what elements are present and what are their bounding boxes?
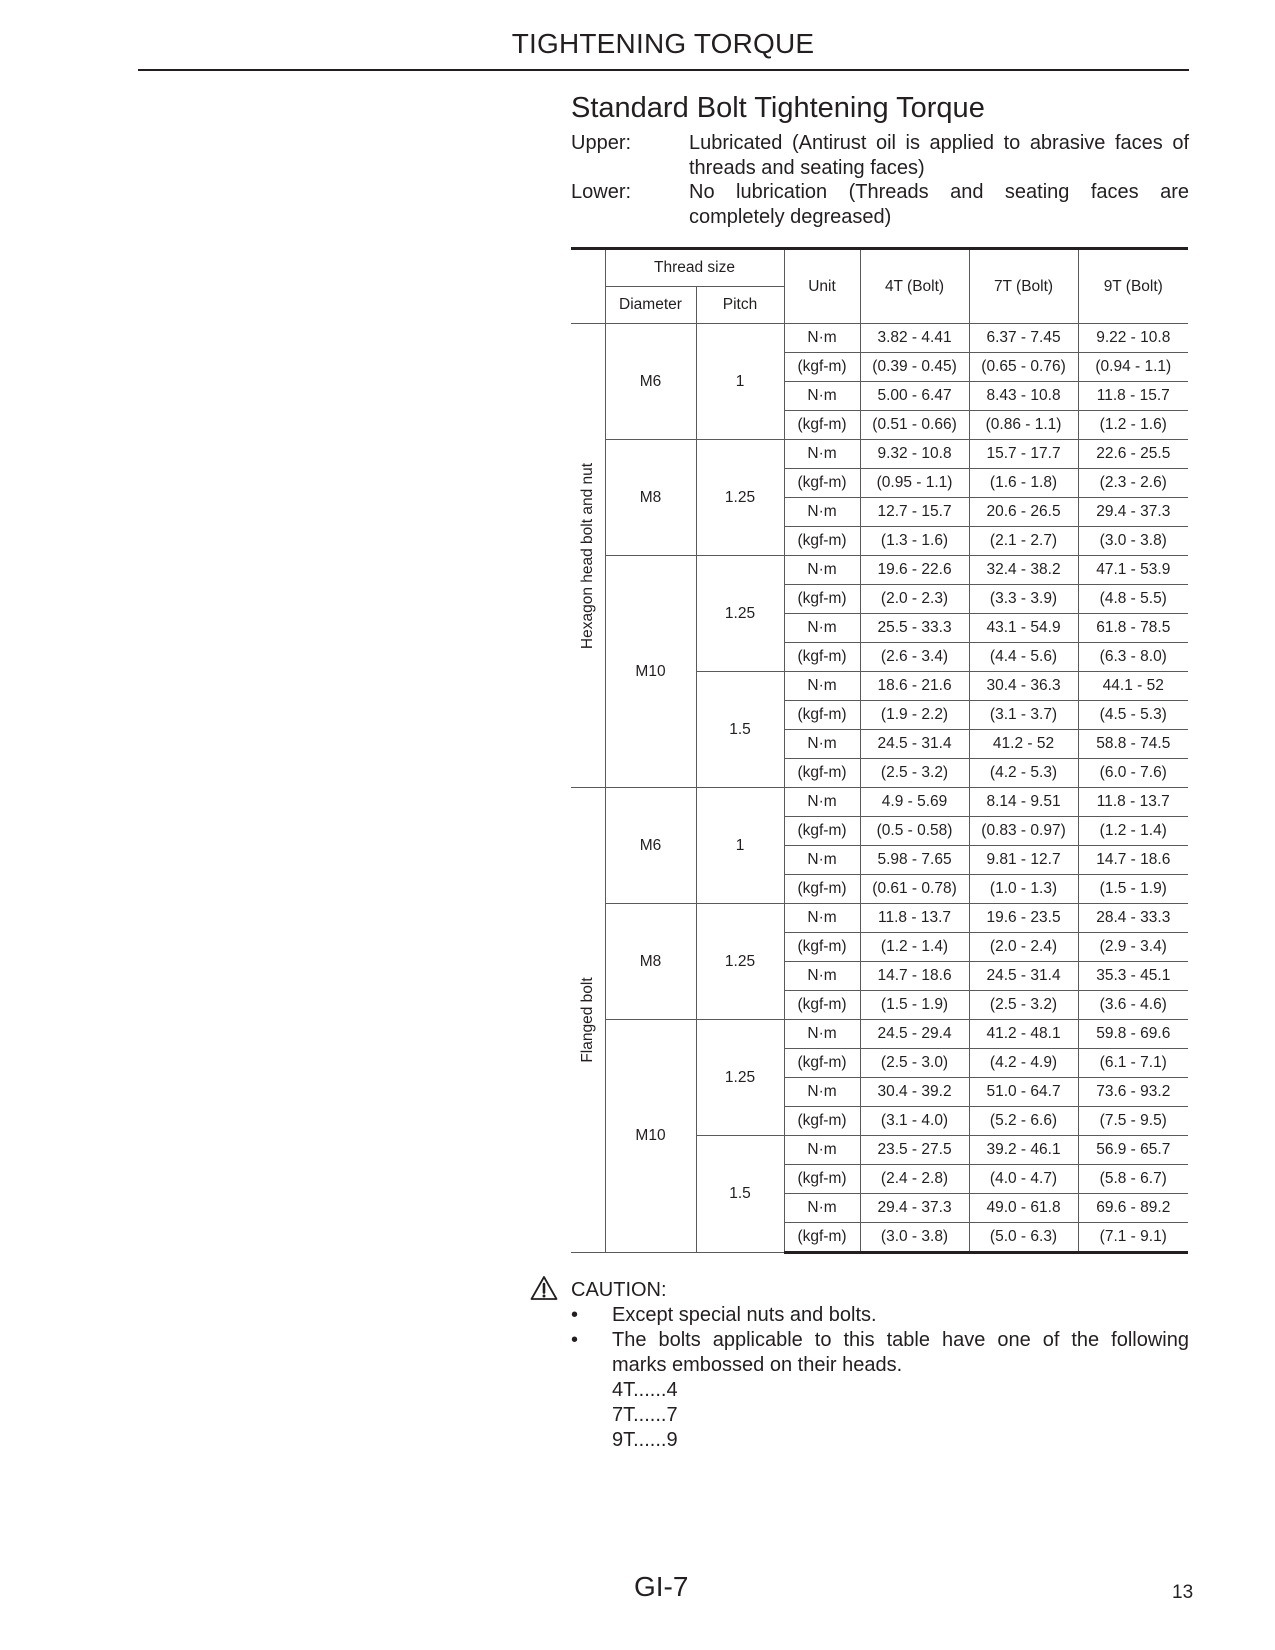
unit-cell: (kgf-m) <box>784 817 860 846</box>
pitch-cell: 1.5 <box>696 672 784 788</box>
torque-4t-cell: 30.4 - 39.2 <box>860 1078 969 1107</box>
pitch-cell: 1.25 <box>696 440 784 556</box>
unit-cell: (kgf-m) <box>784 411 860 440</box>
header-thread-size: Thread size <box>605 249 784 287</box>
unit-cell: N·m <box>784 498 860 527</box>
unit-cell: (kgf-m) <box>784 1049 860 1078</box>
pitch-cell: 1.5 <box>696 1136 784 1253</box>
torque-4t-cell: (1.2 - 1.4) <box>860 933 969 962</box>
torque-7t-cell: (2.0 - 2.4) <box>969 933 1078 962</box>
diameter-cell: M10 <box>605 1020 696 1253</box>
torque-7t-cell: 20.6 - 26.5 <box>969 498 1078 527</box>
torque-9t-cell: 35.3 - 45.1 <box>1078 962 1188 991</box>
torque-7t-cell: 32.4 - 38.2 <box>969 556 1078 585</box>
torque-9t-cell: 47.1 - 53.9 <box>1078 556 1188 585</box>
torque-7t-cell: 41.2 - 48.1 <box>969 1020 1078 1049</box>
torque-9t-cell: 69.6 - 89.2 <box>1078 1194 1188 1223</box>
torque-7t-cell: 24.5 - 31.4 <box>969 962 1078 991</box>
section-code: GI-7 <box>634 1571 689 1602</box>
torque-9t-cell: (1.2 - 1.6) <box>1078 411 1188 440</box>
torque-table <box>571 247 1188 1254</box>
fastener-type-text: Flanged bolt <box>578 977 596 1063</box>
torque-7t-cell: (4.2 - 5.3) <box>969 759 1078 788</box>
header-pitch: Pitch <box>696 287 784 324</box>
torque-7t-cell: (1.6 - 1.8) <box>969 469 1078 498</box>
torque-9t-cell: (6.0 - 7.6) <box>1078 759 1188 788</box>
unit-cell: (kgf-m) <box>784 1223 860 1253</box>
pitch-cell: 1.25 <box>696 556 784 672</box>
caution-bullet-2-line1: The bolts applicable to this table have one of the following <box>612 1329 1189 1351</box>
section-title: Standard Bolt Tightening Torque <box>571 92 985 124</box>
torque-9t-cell: (6.3 - 8.0) <box>1078 643 1188 672</box>
torque-7t-cell: (3.1 - 3.7) <box>969 701 1078 730</box>
unit-cell: (kgf-m) <box>784 1165 860 1194</box>
bullet-dot: • <box>571 1304 579 1326</box>
header-9t: 9T (Bolt) <box>1078 249 1188 324</box>
note-upper-label: Upper: <box>571 132 632 154</box>
note-lower-text <box>689 180 1189 230</box>
torque-9t-cell: (4.8 - 5.5) <box>1078 585 1188 614</box>
torque-4t-cell: (1.5 - 1.9) <box>860 991 969 1020</box>
note-upper-line1: Lubricated (Antirust oil is applied to abrasive faces of <box>689 132 1189 154</box>
unit-cell: (kgf-m) <box>784 1107 860 1136</box>
torque-9t-cell: (2.9 - 3.4) <box>1078 933 1188 962</box>
caution-title: CAUTION: <box>571 1279 667 1301</box>
torque-9t-cell: (0.94 - 1.1) <box>1078 353 1188 382</box>
torque-7t-cell: 19.6 - 23.5 <box>969 904 1078 933</box>
table-row <box>571 440 1188 469</box>
torque-9t-cell: (7.5 - 9.5) <box>1078 1107 1188 1136</box>
torque-7t-cell: 39.2 - 46.1 <box>969 1136 1078 1165</box>
torque-table-body <box>571 324 1188 1253</box>
torque-7t-cell: 8.43 - 10.8 <box>969 382 1078 411</box>
pitch-cell: 1 <box>696 788 784 904</box>
note-upper-line2: threads and seating faces) <box>689 157 925 179</box>
torque-9t-cell: 9.22 - 10.8 <box>1078 324 1188 353</box>
caution-bullet-1-text: Except special nuts and bolts. <box>612 1304 877 1326</box>
torque-9t-cell: 56.9 - 65.7 <box>1078 1136 1188 1165</box>
torque-9t-cell: 73.6 - 93.2 <box>1078 1078 1188 1107</box>
torque-9t-cell: (4.5 - 5.3) <box>1078 701 1188 730</box>
torque-7t-cell: (4.2 - 4.9) <box>969 1049 1078 1078</box>
fastener-type-text: Hexagon head bolt and nut <box>578 462 596 649</box>
torque-4t-cell: (0.95 - 1.1) <box>860 469 969 498</box>
unit-cell: N·m <box>784 324 860 353</box>
unit-cell: N·m <box>784 440 860 469</box>
torque-7t-cell: (2.1 - 2.7) <box>969 527 1078 556</box>
torque-9t-cell: (3.0 - 3.8) <box>1078 527 1188 556</box>
header-4t: 4T (Bolt) <box>860 249 969 324</box>
torque-7t-cell: (1.0 - 1.3) <box>969 875 1078 904</box>
note-lower-line1: No lubrication (Threads and seating faces are <box>689 181 1189 203</box>
torque-9t-cell: 14.7 - 18.6 <box>1078 846 1188 875</box>
torque-4t-cell: 24.5 - 31.4 <box>860 730 969 759</box>
bullet-dot: • <box>571 1329 579 1351</box>
torque-7t-cell: 51.0 - 64.7 <box>969 1078 1078 1107</box>
pitch-cell: 1 <box>696 324 784 440</box>
caution-list <box>571 1303 1189 1453</box>
note-upper-text <box>689 131 1189 181</box>
unit-cell: (kgf-m) <box>784 701 860 730</box>
torque-4t-cell: 11.8 - 13.7 <box>860 904 969 933</box>
torque-9t-cell: 44.1 - 52 <box>1078 672 1188 701</box>
note-lower-line2: completely degreased) <box>689 206 892 228</box>
torque-7t-cell: 9.81 - 12.7 <box>969 846 1078 875</box>
torque-4t-cell: (0.61 - 0.78) <box>860 875 969 904</box>
unit-cell: N·m <box>784 556 860 585</box>
unit-cell: N·m <box>784 846 860 875</box>
torque-4t-cell: (0.39 - 0.45) <box>860 353 969 382</box>
diameter-cell: M6 <box>605 788 696 904</box>
torque-7t-cell: (4.4 - 5.6) <box>969 643 1078 672</box>
torque-7t-cell: 8.14 - 9.51 <box>969 788 1078 817</box>
torque-9t-cell: (2.3 - 2.6) <box>1078 469 1188 498</box>
torque-4t-cell: (2.6 - 3.4) <box>860 643 969 672</box>
unit-cell: N·m <box>784 904 860 933</box>
torque-9t-cell: 11.8 - 13.7 <box>1078 788 1188 817</box>
torque-9t-cell: 11.8 - 15.7 <box>1078 382 1188 411</box>
header-diameter: Diameter <box>605 287 696 324</box>
torque-4t-cell: (0.5 - 0.58) <box>860 817 969 846</box>
table-row <box>571 1020 1188 1049</box>
torque-4t-cell: 24.5 - 29.4 <box>860 1020 969 1049</box>
table-row <box>571 904 1188 933</box>
title-divider <box>138 69 1189 71</box>
mark-4t: 4T......4 <box>612 1379 678 1401</box>
unit-cell: (kgf-m) <box>784 643 860 672</box>
torque-4t-cell: (2.5 - 3.0) <box>860 1049 969 1078</box>
torque-4t-cell: (2.4 - 2.8) <box>860 1165 969 1194</box>
page-number: 13 <box>1172 1582 1194 1603</box>
torque-4t-cell: (3.0 - 3.8) <box>860 1223 969 1253</box>
torque-7t-cell: (4.0 - 4.7) <box>969 1165 1078 1194</box>
page-title: TIGHTENING TORQUE <box>511 28 815 59</box>
diameter-cell: M10 <box>605 556 696 788</box>
torque-4t-cell: 12.7 - 15.7 <box>860 498 969 527</box>
mark-9t: 9T......9 <box>612 1429 678 1451</box>
unit-cell: N·m <box>784 788 860 817</box>
caution-bullet-2-line2: marks embossed on their heads. <box>612 1354 903 1376</box>
torque-4t-cell: 3.82 - 4.41 <box>860 324 969 353</box>
unit-cell: N·m <box>784 1136 860 1165</box>
torque-4t-cell: (1.9 - 2.2) <box>860 701 969 730</box>
torque-4t-cell: 5.00 - 6.47 <box>860 382 969 411</box>
unit-cell: N·m <box>784 730 860 759</box>
header-unit: Unit <box>784 249 860 324</box>
fastener-type-label <box>571 324 605 788</box>
torque-7t-cell: (5.2 - 6.6) <box>969 1107 1078 1136</box>
torque-7t-cell: 41.2 - 52 <box>969 730 1078 759</box>
caution-bullet-2 <box>571 1328 1189 1378</box>
unit-cell: (kgf-m) <box>784 469 860 498</box>
torque-4t-cell: 14.7 - 18.6 <box>860 962 969 991</box>
unit-cell: N·m <box>784 1078 860 1107</box>
torque-4t-cell: (3.1 - 4.0) <box>860 1107 969 1136</box>
unit-cell: (kgf-m) <box>784 759 860 788</box>
fastener-type-label <box>571 788 605 1253</box>
torque-9t-cell: 61.8 - 78.5 <box>1078 614 1188 643</box>
torque-4t-cell: (1.3 - 1.6) <box>860 527 969 556</box>
unit-cell: (kgf-m) <box>784 875 860 904</box>
torque-4t-cell: 18.6 - 21.6 <box>860 672 969 701</box>
header-7t: 7T (Bolt) <box>969 249 1078 324</box>
table-row <box>571 324 1188 353</box>
torque-9t-cell: 22.6 - 25.5 <box>1078 440 1188 469</box>
unit-cell: N·m <box>784 382 860 411</box>
torque-9t-cell: (6.1 - 7.1) <box>1078 1049 1188 1078</box>
unit-cell: N·m <box>784 672 860 701</box>
torque-9t-cell: (1.5 - 1.9) <box>1078 875 1188 904</box>
torque-4t-cell: 9.32 - 10.8 <box>860 440 969 469</box>
unit-cell: (kgf-m) <box>784 933 860 962</box>
torque-4t-cell: (2.5 - 3.2) <box>860 759 969 788</box>
torque-4t-cell: 25.5 - 33.3 <box>860 614 969 643</box>
torque-9t-cell: (3.6 - 4.6) <box>1078 991 1188 1020</box>
torque-7t-cell: (2.5 - 3.2) <box>969 991 1078 1020</box>
torque-4t-cell: 19.6 - 22.6 <box>860 556 969 585</box>
torque-7t-cell: (0.83 - 0.97) <box>969 817 1078 846</box>
torque-9t-cell: 28.4 - 33.3 <box>1078 904 1188 933</box>
torque-9t-cell: (7.1 - 9.1) <box>1078 1223 1188 1253</box>
torque-7t-cell: (0.86 - 1.1) <box>969 411 1078 440</box>
diameter-cell: M8 <box>605 904 696 1020</box>
torque-4t-cell: 4.9 - 5.69 <box>860 788 969 817</box>
pitch-cell: 1.25 <box>696 904 784 1020</box>
torque-4t-cell: 5.98 - 7.65 <box>860 846 969 875</box>
torque-7t-cell: 15.7 - 17.7 <box>969 440 1078 469</box>
warning-triangle-icon <box>530 1275 558 1301</box>
torque-7t-cell: 43.1 - 54.9 <box>969 614 1078 643</box>
torque-9t-cell: 29.4 - 37.3 <box>1078 498 1188 527</box>
torque-7t-cell: 30.4 - 36.3 <box>969 672 1078 701</box>
unit-cell: N·m <box>784 1020 860 1049</box>
torque-9t-cell: 59.8 - 69.6 <box>1078 1020 1188 1049</box>
torque-7t-cell: (0.65 - 0.76) <box>969 353 1078 382</box>
torque-4t-cell: (0.51 - 0.66) <box>860 411 969 440</box>
torque-4t-cell: 29.4 - 37.3 <box>860 1194 969 1223</box>
unit-cell: (kgf-m) <box>784 353 860 382</box>
unit-cell: N·m <box>784 1194 860 1223</box>
torque-9t-cell: (1.2 - 1.4) <box>1078 817 1188 846</box>
unit-cell: N·m <box>784 614 860 643</box>
diameter-cell: M8 <box>605 440 696 556</box>
header-blank-cell <box>571 249 605 324</box>
torque-9t-cell: 58.8 - 74.5 <box>1078 730 1188 759</box>
unit-cell: (kgf-m) <box>784 585 860 614</box>
mark-7t: 7T......7 <box>612 1404 678 1426</box>
table-row <box>571 556 1188 585</box>
torque-7t-cell: 49.0 - 61.8 <box>969 1194 1078 1223</box>
torque-9t-cell: (5.8 - 6.7) <box>1078 1165 1188 1194</box>
unit-cell: (kgf-m) <box>784 527 860 556</box>
caution-bullet-1 <box>571 1303 1189 1328</box>
torque-4t-cell: 23.5 - 27.5 <box>860 1136 969 1165</box>
torque-7t-cell: (5.0 - 6.3) <box>969 1223 1078 1253</box>
unit-cell: (kgf-m) <box>784 991 860 1020</box>
torque-7t-cell: 6.37 - 7.45 <box>969 324 1078 353</box>
unit-cell: N·m <box>784 962 860 991</box>
diameter-cell: M6 <box>605 324 696 440</box>
torque-4t-cell: (2.0 - 2.3) <box>860 585 969 614</box>
table-row <box>571 788 1188 817</box>
note-lower-label: Lower: <box>571 181 632 203</box>
torque-7t-cell: (3.3 - 3.9) <box>969 585 1078 614</box>
pitch-cell: 1.25 <box>696 1020 784 1136</box>
